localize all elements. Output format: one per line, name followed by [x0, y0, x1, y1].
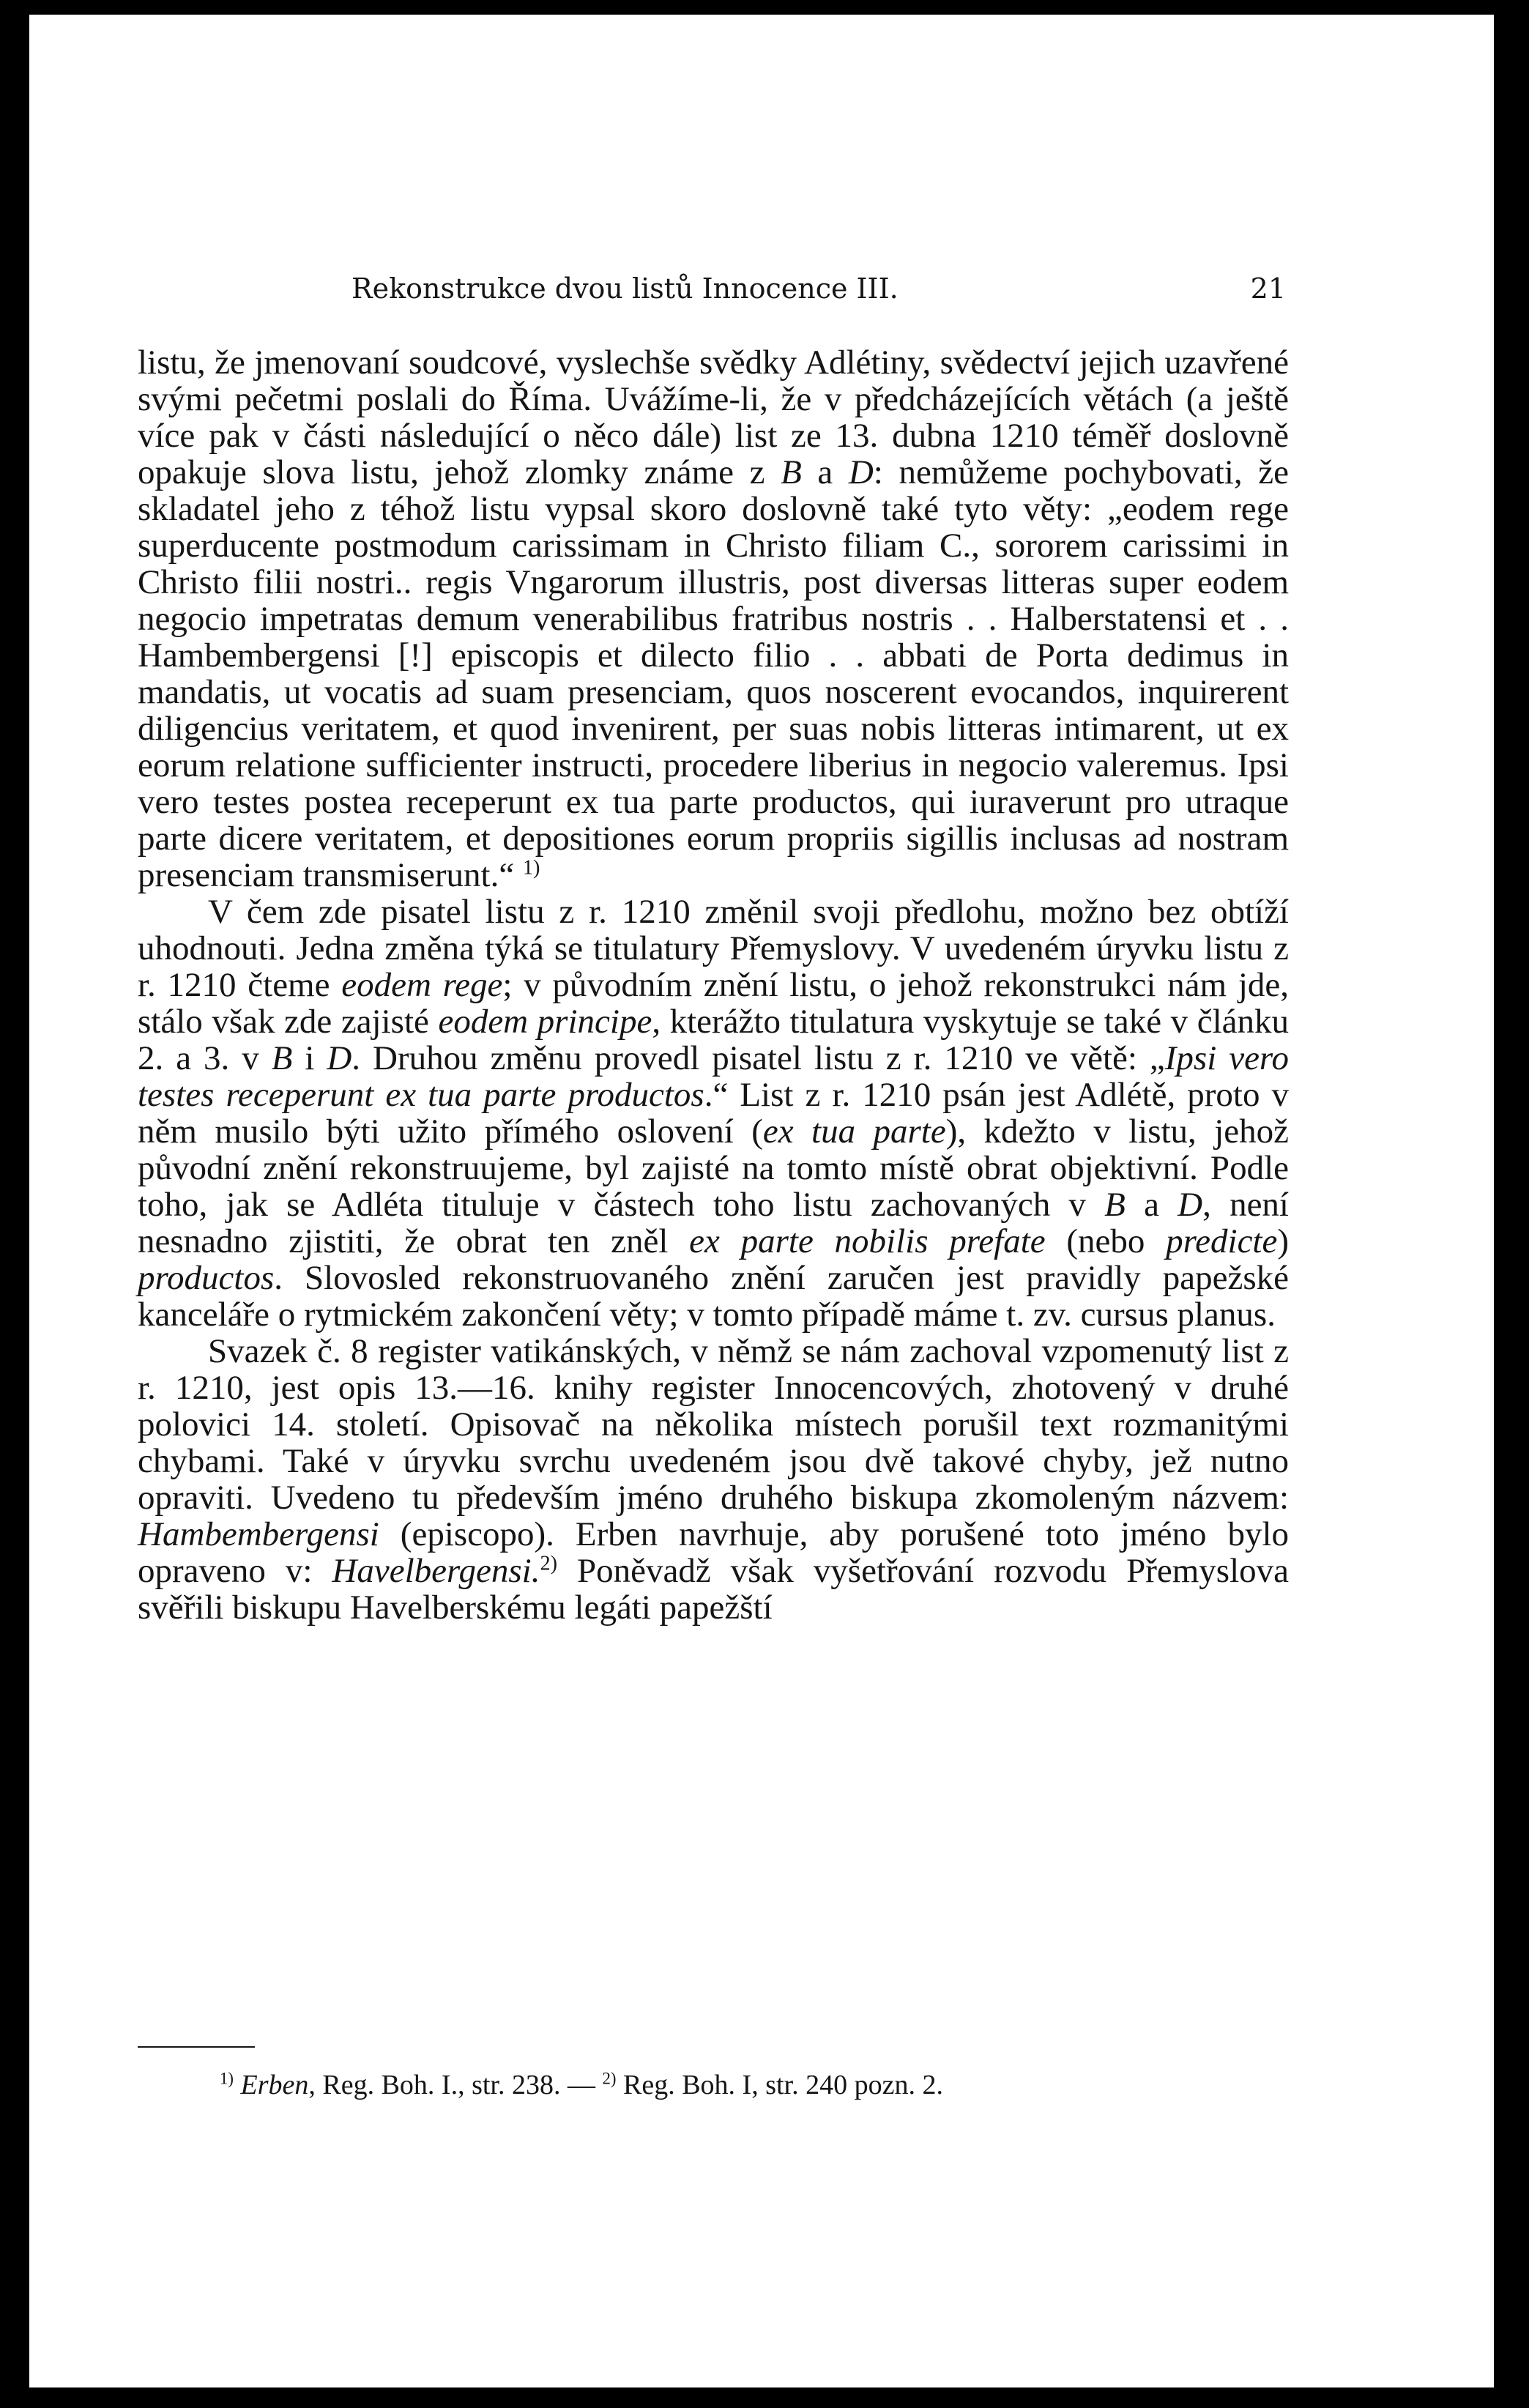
italic-text: D [1178, 1186, 1203, 1224]
paragraph-3: Svazek č. 8 register vatikánských, v němž se nám zachoval vzpomenutý list z r. 1210, jest opis 13.—16. knihy register Innocencových, zhotovený v druhé polovici 14. století. Opisovač na několika místech porušil text rozmanitými chybami. Také v úryvku svrchu uvedeném jsou dvě takové chyby, jež nutno opraviti. Uvedeno tu především jméno druhého biskupa zkomoleným názvem: Hambembergensi (episcopo). Erben navrhuje, aby porušené toto jméno bylo opraveno v: Havelbergensi.$^{2)}$ Poněvadž však vyšetřování rozvodu Přemyslova svěřili biskupu Havelberskému legáti papežští [138, 1332, 1289, 1627]
page-number: 21 [1250, 272, 1286, 305]
paragraph-2: V čem zde pisatel listu z r. 1210 změnil svoji předlohu, možno bez obtíží uhodnouti. Jedna změna týká se titulatury Přemyslovy. V uvedeném úryvku listu z r. 1210 čteme eodem rege; v původním znění listu, o jehož rekonstrukci nám jde, stálo však zde zajisté eodem principe, kterážto titulatura vyskytuje se také v článku 2. a 3. v B i D. Druhou změnu provedl pisatel listu z r. 1210 ve větě: „Ipsi vero testes receperunt ex tua parte productos.“ List z r. 1210 psán jest Adlétě, proto v něm musilo býti užito přímého oslovení (ex tua parte), kdežto v listu, jehož původní znění rekonstruujeme, byl zajisté na tomto místě obrat objektivní. Podle toho, jak se Adléta tituluje v částech toho listu zachovaných v B a D, není nesnadno zjistiti, že obrat ten zněl ex parte nobilis prefate (nebo predicte) productos. Slovosled rekonstruovaného znění zaručen jest pravidly papežské kanceláře o rytmickém zakončení věty; v tomto případě máme t. zv. cursus planus. [138, 893, 1290, 1334]
italic-text: B [781, 453, 802, 491]
italic-text: productos [138, 1259, 275, 1297]
running-head [351, 272, 1286, 305]
italic-text: ex tua parte [762, 1112, 946, 1151]
italic-text: Hambembergensi [138, 1515, 379, 1553]
body-text [138, 344, 1289, 1626]
italic-text: eodem rege [341, 966, 503, 1004]
footnote-separator [138, 2046, 255, 2048]
italic-text: Ipsi vero testes receperunt ex tua parte productos [138, 1039, 1289, 1114]
italic-text: Erben [240, 2070, 309, 2100]
italic-text: B [1104, 1186, 1126, 1224]
italic-text: predicte [1166, 1222, 1278, 1260]
footnotes: $^{1)}$ Erben, Reg. Boh. I., str. 238. — $^{2)}$ Reg. Boh. I, str. 240 pozn. 2. [220, 2069, 943, 2100]
footnote-marker: 2) [540, 1552, 557, 1575]
italic-text: D [327, 1039, 352, 1077]
footnote-marker: 1) [522, 856, 540, 880]
italic-text: ex parte nobilis prefate [689, 1222, 1046, 1260]
italic-text: eodem principe [438, 1003, 652, 1041]
footnote-marker: 1) [220, 2069, 234, 2088]
italic-text: B [271, 1039, 293, 1077]
italic-text: D [848, 453, 874, 491]
book-page [29, 15, 1494, 2387]
italic-text: Havelbergensi. [332, 1552, 540, 1590]
paragraph-1: listu, že jmenovaní soudcové, vyslechše svědky Adlétiny, svědectví jejich uzavřené svými pečetmi poslali do Říma. Uvážíme-li, že v předcházejících větách (a ještě více pak v části následující o něco dále) list ze 13. dubna 1210 téměř doslovně opakuje slova listu, jehož zlomky známe z B a D: nemůžeme pochybovati, že skladatel jeho z téhož listu vypsal skoro doslovně také tyto věty: „eodem rege superducente postmodum carissimam in Christo filiam C., sororem carissimi in Christo filii nostri.. regis Vngarorum illustris, post diversas litteras super eodem negocio impetratas demum venerabilibus fratribus nostris . . Halberstatensi et . . Hambembergensi [!] episcopis et dilecto filio . . abbati de Porta dedimus in mandatis, ut vocatis ad suam presenciam, quos noscerent evocandos, inquirerent diligencius veritatem, et quod invenirent, per suas nobis litteras intimarent, ut ex eorum relatione sufficienter instructi, procedere liberius in negocio valeremus. Ipsi vero testes postea receperunt ex tua parte productos, qui iuraverunt pro utraque parte dicere veritatem, et depositiones eorum propriis sigillis inclusas ad nostram presenciam transmiserunt.“ $^{1)}$ [138, 343, 1289, 894]
running-title: Rekonstrukce dvou listů Innocence III. [351, 272, 899, 305]
footnote-marker: 2) [602, 2069, 617, 2088]
